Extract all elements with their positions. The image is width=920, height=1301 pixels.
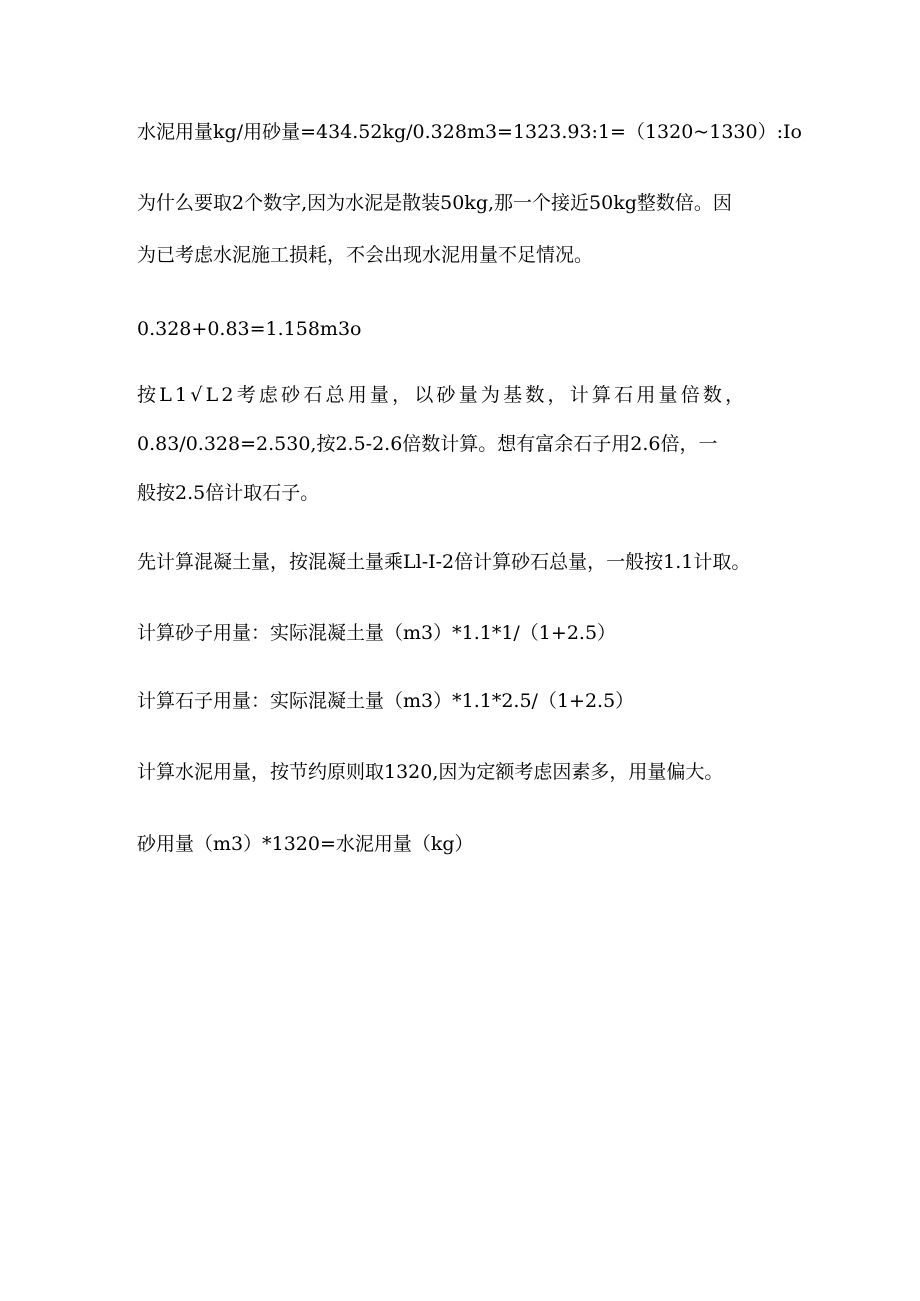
text-line-1: 水泥用量kg/用砂量=434.52kg/0.328m3=1323.93:1=（1320~1330）:Io xyxy=(137,121,802,143)
text-line-2: 为什么要取2个数字,因为水泥是散装50kg,那一个接近50kg整数倍。因 xyxy=(137,192,732,214)
text-line-10: 计算石子用量：实际混凝土量（m3）*1.1*2.5/（1+2.5） xyxy=(137,690,635,712)
text-line-8: 先计算混凝土量，按混凝土量乘Ll-I-2倍计算砂石总量，一般按1.1计取。 xyxy=(137,551,751,573)
text-line-12: 砂用量（m3）*1320=水泥用量（kg） xyxy=(137,833,474,855)
text-line-4: 0.328+0.83=1.158m3o xyxy=(137,318,362,340)
text-line-9: 计算砂子用量：实际混凝土量（m3）*1.1*1/（1+2.5） xyxy=(137,622,617,644)
text-line-5: 按L1√L2考虑砂石总用量，以砂量为基数，计算石用量倍数， xyxy=(137,384,748,406)
text-line-11: 计算水泥用量，按节约原则取1320,因为定额考虑因素多，用量偏大。 xyxy=(137,761,724,783)
text-line-7: 般按2.5倍计取石子。 xyxy=(137,482,320,504)
text-line-6: 0.83/0.328=2.530,按2.5-2.6倍数计算。想有富余石子用2.6倍，一 xyxy=(137,433,718,455)
text-line-3: 为已考虑水泥施工损耗，不会出现水泥用量不足情况。 xyxy=(137,244,594,266)
